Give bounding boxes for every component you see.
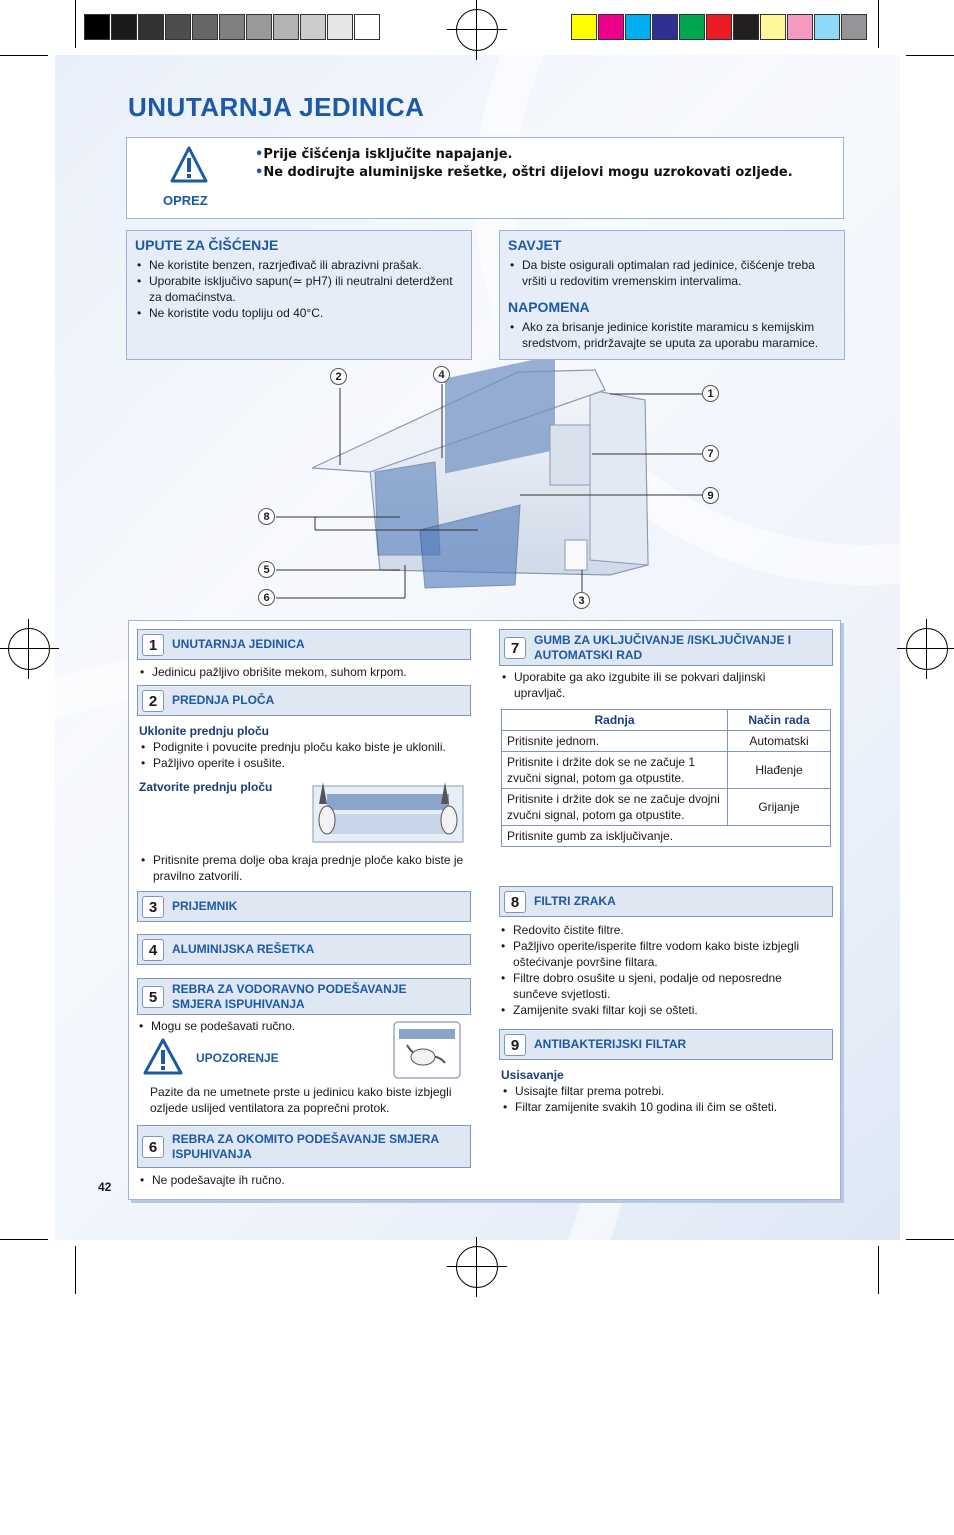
- table-cell: Pritisnite jednom.: [502, 731, 728, 752]
- table-row: [502, 731, 831, 752]
- list-item: • Ne podešavajte ih ručno.: [138, 1172, 472, 1188]
- section-number: 4: [142, 939, 164, 961]
- color-swatch: [327, 14, 353, 40]
- table-row: [502, 789, 831, 826]
- color-bar: [571, 14, 868, 40]
- section-number: 7: [504, 637, 526, 659]
- caution-label: OPREZ: [163, 193, 208, 208]
- color-swatch: [354, 14, 380, 40]
- crop-mark: [0, 1239, 48, 1240]
- list-item: • Uporabite isključivo sapun(≃ pH7) ili neutralni deterdžent za domaćinstva.: [135, 273, 463, 305]
- section-9-header: [499, 1029, 833, 1060]
- registration-mark-icon: [456, 1246, 498, 1288]
- table-header: Način rada: [728, 710, 831, 731]
- color-swatch: [814, 14, 840, 40]
- section-title: UNUTARNJA JEDINICA: [172, 637, 305, 651]
- color-swatch: [706, 14, 732, 40]
- list-item: • Pažljivo operite/isperite filtre vodom kako biste izbjegli oštećivanje površine filtara.: [499, 938, 819, 970]
- caution-item: •Prije čišćenja isključite napajanje.: [255, 147, 513, 162]
- color-swatch: [679, 14, 705, 40]
- mode-table: [501, 709, 831, 847]
- section-title: GUMB ZA UKLJUČIVANJE /ISKLJUČIVANJE I AUTOMATSKI RAD: [534, 632, 792, 662]
- color-swatch: [571, 14, 597, 40]
- table-cell: Pritisnite i držite dok se ne začuje 1 zvučni signal, potom ga otpustite.: [502, 752, 728, 789]
- advice-box: [499, 230, 845, 360]
- warning-triangle-icon: [170, 146, 208, 184]
- list-item: • Ne koristite benzen, razrjeđivač ili abrazivni prašak.: [135, 257, 463, 273]
- color-swatch: [165, 14, 191, 40]
- callout-8: 8: [258, 508, 275, 525]
- note-heading: NAPOMENA: [508, 299, 590, 315]
- registration-mark-icon: [906, 628, 948, 670]
- callout-4: 4: [433, 366, 450, 383]
- color-swatch: [598, 14, 624, 40]
- callout-9: 9: [702, 487, 719, 504]
- vacuum-heading: Usisavanje: [501, 1068, 564, 1082]
- list-item: • Uporabite ga ako izgubite ili se pokvari daljinski upravljač.: [500, 669, 800, 701]
- crop-mark: [75, 0, 76, 48]
- table-cell: Grijanje: [728, 789, 831, 826]
- crop-mark: [0, 55, 48, 56]
- table-cell: Pritisnite i držite dok se ne začuje dvojni zvučni signal, potom ga otpustite.: [502, 789, 728, 826]
- crop-mark: [75, 1246, 76, 1294]
- list-item: • Pritisnite prema dolje oba kraja prednje ploče kako biste je pravilno zatvorili.: [139, 852, 473, 884]
- section-5-text: [137, 1018, 377, 1034]
- callout-6: 6: [258, 589, 275, 606]
- section-6-header: [137, 1125, 471, 1168]
- table-row: [502, 826, 831, 847]
- section-title: FILTRI ZRAKA: [534, 894, 616, 908]
- advice-heading: SAVJET: [508, 237, 562, 253]
- louver-adjust-illustration: [393, 1021, 461, 1079]
- color-swatch: [138, 14, 164, 40]
- section-5-header: [137, 978, 471, 1015]
- section-8-text: [499, 922, 819, 1018]
- color-swatch: [219, 14, 245, 40]
- table-header: Radnja: [502, 710, 728, 731]
- section-1-header: [137, 629, 471, 660]
- section-7-header: [499, 629, 833, 666]
- callout-3: 3: [573, 592, 590, 609]
- section-number: 2: [142, 690, 164, 712]
- callout-7: 7: [702, 445, 719, 462]
- section-title: ALUMINIJSKA REŠETKA: [172, 942, 315, 956]
- registration-mark-icon: [456, 9, 498, 51]
- section-2-header: [137, 685, 471, 716]
- section-8-header: [499, 886, 833, 917]
- table-header-row: [502, 710, 831, 731]
- section-4-header: [137, 934, 471, 965]
- section-number: 8: [504, 891, 526, 913]
- color-swatch: [787, 14, 813, 40]
- remove-panel-heading: Uklonite prednju ploču: [139, 724, 270, 738]
- table-row: [502, 752, 831, 789]
- crop-mark: [906, 1239, 954, 1240]
- list-item: • Ako za brisanje jedinice koristite maramicu s kemijskim sredstvom, pridržavajte se uputa za uporabu maramice.: [508, 319, 836, 351]
- callout-5: 5: [258, 561, 275, 578]
- crop-mark: [906, 55, 954, 56]
- caution-item: •Ne dodirujte aluminijske rešetke, oštri dijelovi mogu uzrokovati ozljede.: [255, 165, 793, 180]
- crop-mark: [878, 0, 879, 48]
- list-item: • Ne koristite vodu topliju od 40°C.: [135, 305, 463, 321]
- section-title: REBRA ZA VODORAVNO PODEŠAVANJE SMJERA ISPUHIVANJA: [172, 981, 407, 1011]
- section-number: 9: [504, 1034, 526, 1056]
- list-item: • Usisajte filtar prema potrebi.: [501, 1083, 821, 1099]
- section-title: PRIJEMNIK: [172, 899, 238, 913]
- section-1-text: [138, 664, 472, 680]
- list-item: • Redovito čistite filtre.: [499, 922, 819, 938]
- close-panel-heading: Zatvorite prednju ploču: [139, 780, 273, 794]
- color-swatch: [111, 14, 137, 40]
- page-title: UNUTARNJA JEDINICA: [128, 92, 425, 122]
- caution-box: [126, 137, 844, 219]
- color-swatch: [192, 14, 218, 40]
- section-3-header: [137, 891, 471, 922]
- color-swatch: [760, 14, 786, 40]
- registration-mark-icon: [8, 628, 50, 670]
- section-number: 5: [142, 986, 164, 1008]
- indoor-unit-diagram: [250, 360, 730, 610]
- section-title: ANTIBAKTERIJSKI FILTAR: [534, 1037, 687, 1051]
- table-cell: Hlađenje: [728, 752, 831, 789]
- color-swatch: [246, 14, 272, 40]
- crop-mark: [878, 1246, 879, 1294]
- section-6-text: [138, 1172, 472, 1188]
- list-item: • Jedinicu pažljivo obrišite mekom, suhom krpom.: [138, 664, 472, 680]
- list-item: • Podignite i povucite prednju ploču kako biste je uklonili.: [139, 739, 473, 755]
- color-swatch: [841, 14, 867, 40]
- page-number: 42: [98, 1180, 112, 1194]
- indoor-unit-illustration: [250, 360, 730, 610]
- warning-triangle-icon: [143, 1038, 183, 1076]
- list-item: • Filtre dobro osušite u sjeni, podalje od neposredne sunčeve svjetlosti.: [499, 970, 819, 1002]
- section-7-text: [500, 669, 800, 701]
- section-title: REBRA ZA OKOMITO PODEŠAVANJE SMJERA ISPUHIVANJA: [172, 1131, 439, 1161]
- callout-1: 1: [702, 385, 719, 402]
- cleaning-instructions-box: [126, 230, 472, 360]
- section-number: 6: [142, 1136, 164, 1158]
- section-2-close-text: [139, 852, 473, 884]
- list-item: • Mogu se podešavati ručno.: [137, 1018, 377, 1034]
- section-number: 1: [142, 634, 164, 656]
- color-swatch: [273, 14, 299, 40]
- table-cell: Automatski: [728, 731, 831, 752]
- caution-list: [255, 146, 825, 182]
- color-swatch: [733, 14, 759, 40]
- color-swatch: [300, 14, 326, 40]
- section-title: PREDNJA PLOČA: [172, 693, 275, 707]
- callout-2: 2: [330, 368, 347, 385]
- cleaning-heading: UPUTE ZA ČIŠĆENJE: [135, 237, 279, 253]
- grayscale-bar: [84, 14, 381, 40]
- list-item: • Da biste osigurali optimalan rad jedinice, čišćenje treba vršiti u redovitim vremenskim intervalima.: [508, 257, 836, 289]
- color-swatch: [84, 14, 110, 40]
- section-5-warning-text: Pazite da ne umetnete prste u jedinicu kako biste izbjegli ozljede uslijed ventilatora za poprečni protok.: [150, 1085, 452, 1115]
- list-item: • Zamijenite svaki filtar koji se ošteti.: [499, 1002, 819, 1018]
- color-swatch: [652, 14, 678, 40]
- section-number: 3: [142, 896, 164, 918]
- list-item: • Filtar zamijenite svakih 10 godina ili čim se ošteti.: [501, 1099, 821, 1115]
- warning-label: UPOZORENJE: [196, 1051, 279, 1065]
- approximately-icon: ≃: [292, 274, 303, 288]
- table-cell: Pritisnite gumb za isključivanje.: [502, 826, 831, 847]
- color-swatch: [625, 14, 651, 40]
- close-panel-illustration: [309, 780, 467, 844]
- list-item: • Pažljivo operite i osušite.: [139, 755, 473, 771]
- section-9-text: [501, 1067, 821, 1115]
